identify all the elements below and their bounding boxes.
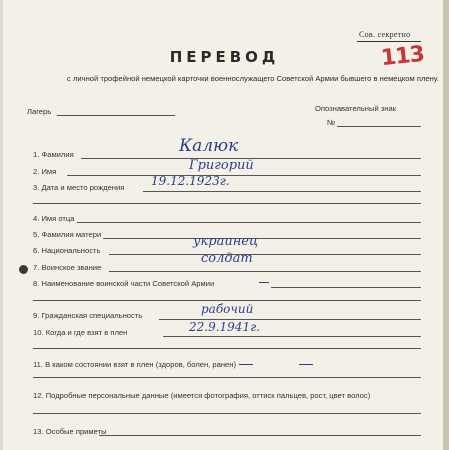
field-3-label: 3. Дата и место рождения <box>33 183 125 192</box>
field-5-line <box>103 238 421 239</box>
field-12-label: 12. Подробные персональные данные (имеется фотография, оттиск пальцев, рост, цвет волос) <box>33 391 371 400</box>
field-3-line-2 <box>33 203 421 204</box>
camp-line <box>57 115 175 116</box>
field-9-label: 9. Гражданская специальность <box>33 311 143 320</box>
field-9-value: рабочий <box>201 302 254 316</box>
camp-label: Лагерь <box>27 107 52 116</box>
id-number-line <box>337 126 421 127</box>
field-5-label: 5. Фамилия матери <box>33 230 102 239</box>
field-8-line-1 <box>271 287 421 288</box>
document-title: ПЕРЕВОД <box>169 48 280 66</box>
field-1-value: Калюк <box>179 136 239 156</box>
field-11-dash-mark <box>239 364 253 365</box>
punch-hole <box>19 265 28 274</box>
field-13-line <box>99 435 421 436</box>
field-13-label: 13. Особые приметы <box>33 427 107 436</box>
field-6-value: украинец <box>193 234 259 249</box>
field-10-label: 10. Когда и где взят в плен <box>33 328 128 337</box>
field-8-dash-mark <box>259 282 269 283</box>
field-7-label: 7. Воинское звание <box>33 263 102 272</box>
field-7-line <box>109 271 421 272</box>
document-sheet <box>3 0 446 450</box>
id-number-label: № <box>327 118 336 127</box>
stamp-number: 113 <box>379 41 426 72</box>
field-4-line <box>77 222 421 223</box>
field-3-line-1 <box>143 191 421 192</box>
field-6-label: 6. Национальность <box>33 246 101 255</box>
field-1-label: 1. Фамилия <box>33 150 74 159</box>
field-6-line <box>109 254 421 255</box>
field-8-line-2 <box>33 300 421 301</box>
classification-label: Сов. секретно <box>359 30 411 39</box>
field-7-value: солдат <box>201 251 253 266</box>
field-11-label: 11. В каком состоянии взят в плен (здоров, болен, ранен) <box>33 360 236 369</box>
field-2-line <box>67 175 421 176</box>
field-10-line-2 <box>33 348 421 349</box>
field-8-label: 8. Наименование воинской части Советской Армии <box>33 279 215 288</box>
field-11-line <box>33 377 421 378</box>
field-4-label: 4. Имя отца <box>33 214 75 223</box>
document-subtitle: с личной трофейной немецкой карточки военнослужащего Советской Армии бывшего в немецком плену. <box>67 74 439 83</box>
field-2-value: Григорий <box>189 158 254 173</box>
paper-edge <box>443 0 449 450</box>
field-11-dash-mark-2 <box>299 364 313 365</box>
field-10-value: 22.9.1941г. <box>189 320 260 334</box>
field-10-line <box>163 336 421 337</box>
field-3-value: 19.12.1923г. <box>151 174 230 188</box>
field-2-label: 2. Имя <box>33 167 57 176</box>
id-mark-label: Опознавательный знак <box>315 104 397 113</box>
field-12-line <box>33 413 421 414</box>
classification-underline <box>357 41 421 42</box>
